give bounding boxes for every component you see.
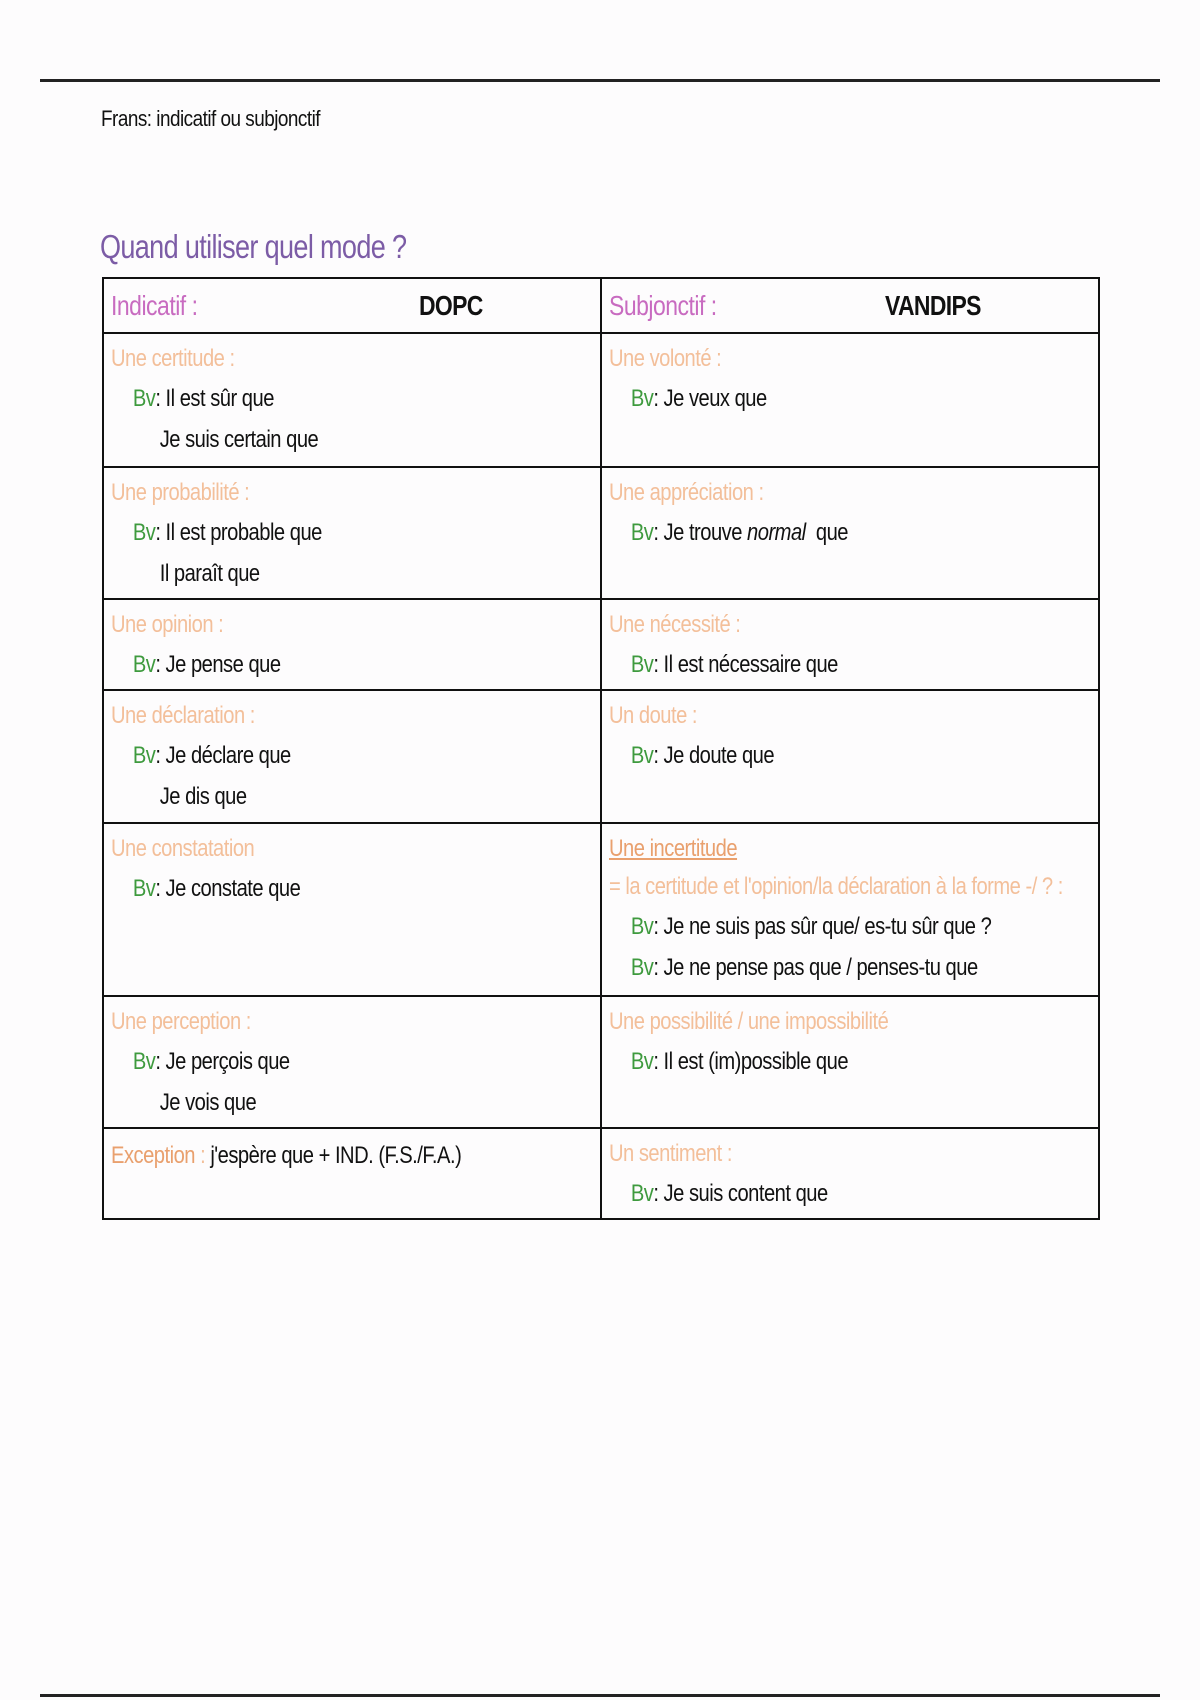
exception-text: j'espère que + IND. (F.S./F.A.) (210, 1142, 462, 1169)
category-label: Une incertitude (609, 835, 738, 862)
category-label: Une appréciation : (609, 479, 764, 506)
example-line: Bv: Je ne suis pas sûr que/ es-tu sûr que ? (630, 913, 992, 940)
table-row (103, 467, 1099, 599)
table-row (103, 690, 1099, 823)
category-label: Un sentiment : (609, 1140, 732, 1167)
indicatif-label: Indicatif : (111, 289, 198, 321)
example-line: Bv: Il est sûr que (132, 385, 274, 412)
top-rule (40, 79, 1160, 82)
page-heading: Quand utiliser quel mode ? (100, 228, 407, 265)
example-line: Bv: Je trouve normal que (630, 519, 848, 546)
exception-label: Exception (111, 1142, 195, 1169)
example-line: Bv: Je ne pense pas que / penses-tu que (630, 954, 978, 981)
table-row (103, 1128, 1099, 1219)
exception-line: Exception : j'espère que + IND. (F.S./F.A.) (111, 1142, 462, 1169)
mode-table (102, 277, 1100, 1220)
example-line: Je vois que (159, 1089, 257, 1116)
indicatif-cell (103, 467, 601, 599)
category-label: Une possibilité / une impossibilité (609, 1008, 889, 1035)
example-line: Bv: Il est (im)possible que (630, 1048, 849, 1075)
subjonctif-cell (601, 599, 1099, 690)
example-line: Je dis que (159, 783, 247, 810)
subjonctif-label: Subjonctif : (609, 289, 717, 321)
example-line: Il paraît que (159, 560, 260, 587)
document-subject: Frans: indicatif ou subjonctif (101, 106, 321, 131)
category-label: Une certitude : (111, 345, 235, 372)
bottom-rule (40, 1694, 1160, 1697)
example-line: Bv: Je constate que (132, 875, 301, 902)
category-label: Une opinion : (111, 611, 224, 638)
subjonctif-cell (601, 996, 1099, 1128)
example-line: Bv: Je pense que (132, 651, 281, 678)
subjonctif-header (601, 278, 1099, 333)
category-label: Une probabilité : (111, 479, 250, 506)
subjonctif-cell (601, 333, 1099, 467)
indicatif-mnemonic: DOPC (419, 289, 483, 321)
indicatif-cell (103, 599, 601, 690)
category-label: Une constatation (111, 835, 255, 862)
example-line: Je suis certain que (159, 426, 319, 453)
indicatif-cell (103, 690, 601, 823)
subjonctif-cell (601, 467, 1099, 599)
indicatif-cell (103, 333, 601, 467)
category-label: Un doute : (609, 702, 697, 729)
table-row (103, 823, 1099, 996)
category-label: Une déclaration : (111, 702, 255, 729)
category-label: Une nécessité : (609, 611, 741, 638)
indicatif-cell (103, 823, 601, 996)
table-row (103, 333, 1099, 467)
subjonctif-mnemonic: VANDIPS (885, 289, 981, 321)
category-subtext: = la certitude et l'opinion/la déclaration à la forme -/ ? : (609, 873, 1063, 900)
table-row (103, 996, 1099, 1128)
subjonctif-cell (601, 690, 1099, 823)
example-line: Bv: Je déclare que (132, 742, 291, 769)
subjonctif-cell (601, 1128, 1099, 1219)
table-header-row (103, 278, 1099, 333)
indicatif-header (103, 278, 601, 333)
indicatif-cell (103, 996, 601, 1128)
example-line: Bv: Je veux que (630, 385, 767, 412)
indicatif-cell (103, 1128, 601, 1219)
example-line: Bv: Il est nécessaire que (630, 651, 838, 678)
example-line: Bv: Je perçois que (132, 1048, 290, 1075)
category-label: Une volonté : (609, 345, 722, 372)
subjonctif-cell (601, 823, 1099, 996)
example-line: Bv: Je doute que (630, 742, 775, 769)
example-line: Bv: Il est probable que (132, 519, 322, 546)
category-label: Une perception : (111, 1008, 251, 1035)
example-line: Bv: Je suis content que (630, 1180, 828, 1207)
table-row (103, 599, 1099, 690)
